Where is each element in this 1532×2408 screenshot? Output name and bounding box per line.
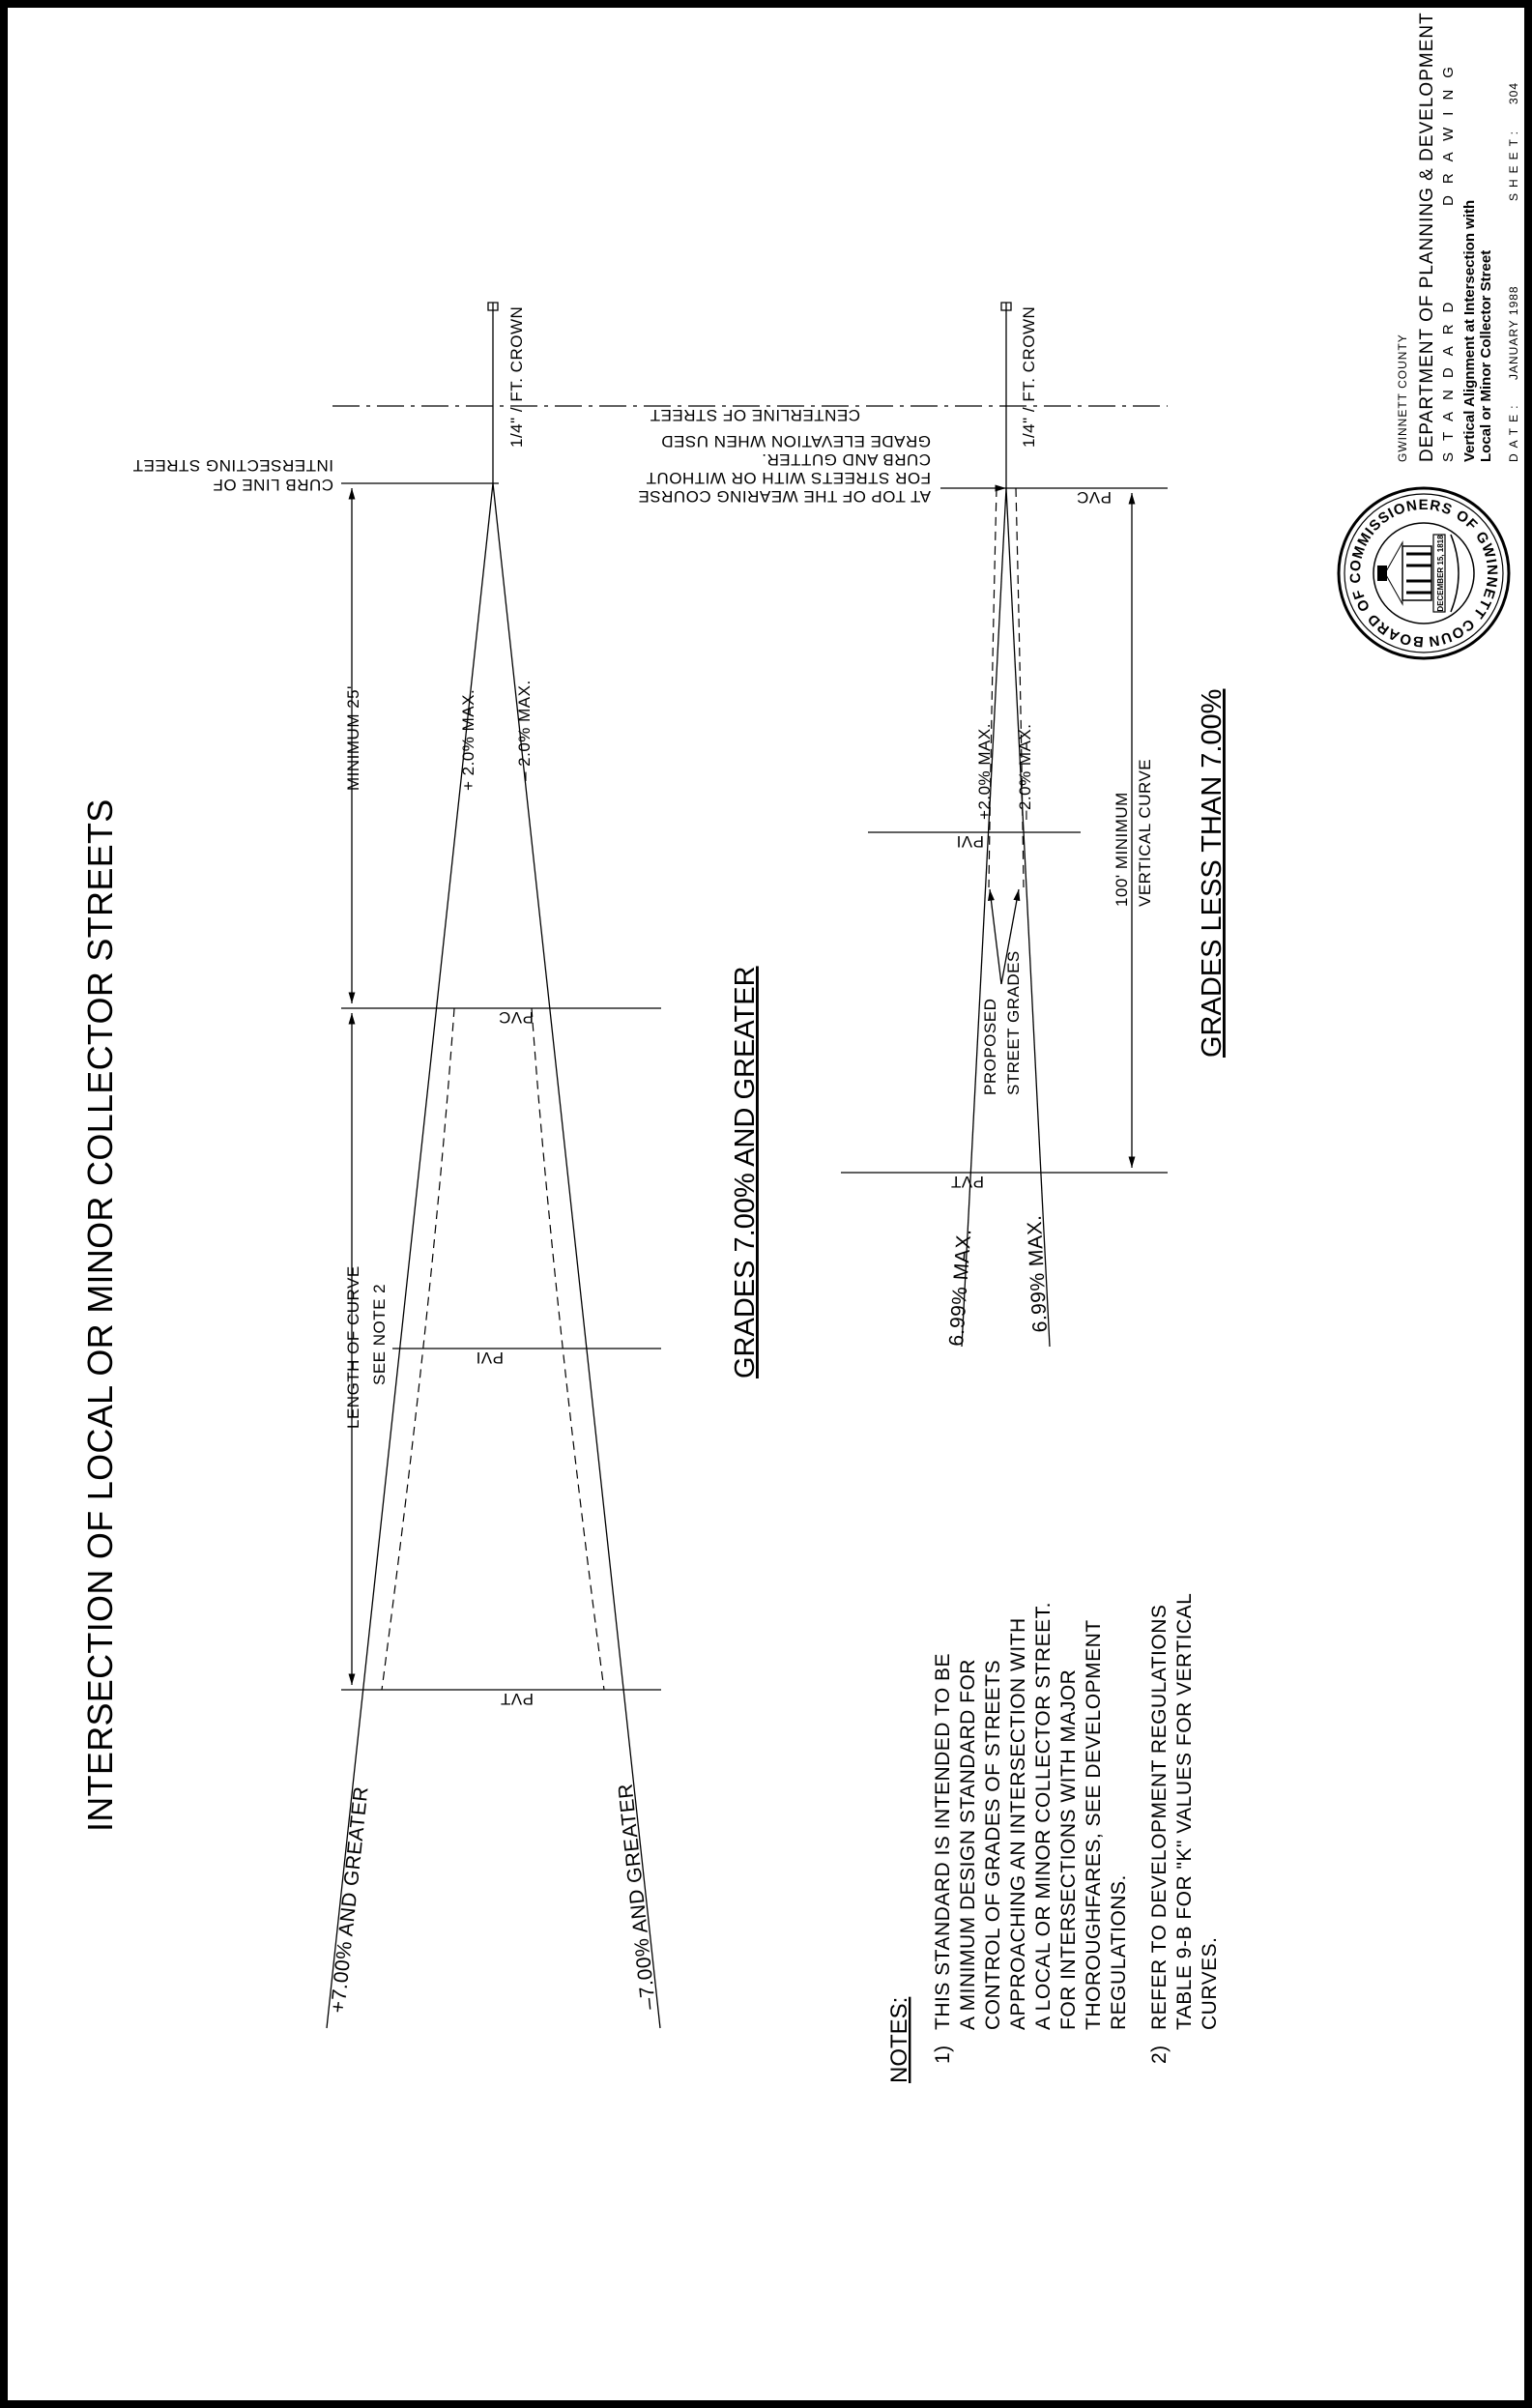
note-1-line-1: THIS STANDARD IS INTENDED TO BE <box>932 1652 954 2030</box>
left-pvc-label: PVC <box>498 1008 534 1027</box>
right-curve-dashed-b <box>1016 488 1024 887</box>
proposed-label-1: PROPOSED <box>981 998 999 1095</box>
wearing-course-label-4: GRADE ELEVATION WHEN USED <box>660 432 931 450</box>
note-2-line-2: TABLE 9-B FOR "K" VALUES FOR VERTICAL <box>1173 1592 1196 2030</box>
centerline-label: CENTERLINE OF STREET <box>650 406 860 424</box>
sheet-number: 304 <box>1507 81 1520 104</box>
drawing-title-2: Local or Minor Collector Street <box>1478 249 1494 462</box>
right-crown-label: 1/4" / FT. CROWN <box>1020 305 1038 448</box>
note-2-line-3: CURVES. <box>1199 1936 1221 2030</box>
note-1-line-8: REGULATIONS. <box>1108 1874 1130 2030</box>
note-1-line-3: CONTROL OF GRADES OF STREETS <box>982 1659 1004 2030</box>
notes-heading: NOTES: <box>886 1996 912 2083</box>
sheet-label: SHEET: <box>1507 125 1520 201</box>
wearing-course-label-2: FOR STREETS WITH OR WITHOUT <box>646 469 931 487</box>
length-of-curve-label: LENGTH OF CURVE <box>344 1265 362 1429</box>
county-seal <box>1339 488 1509 658</box>
standard-label: STANDARD <box>1440 290 1457 462</box>
plus-seven-label: +7.00% AND GREATER <box>327 1784 373 2015</box>
max-label-b: 6.99% MAX. <box>1023 1214 1052 1333</box>
seal-year: DECEMBER 15, 1818 <box>1436 535 1445 612</box>
left-minus-grade-label: – 2.0% MAX. <box>515 680 534 781</box>
note-2-line-1: REFER TO DEVELOPMENT REGULATIONS <box>1148 1604 1171 2030</box>
curb-line-label-1: CURB LINE OF <box>212 476 333 494</box>
proposed-arrow-a <box>990 889 1001 984</box>
right-minus-grade-label: –2.0% MAX. <box>1016 723 1034 820</box>
date-value: JANUARY 1988 <box>1507 285 1520 380</box>
note-1-line-4: APPROACHING AN INTERSECTION WITH <box>1007 1617 1029 2030</box>
note-1-line-6: FOR INTERSECTIONS WITH MAJOR <box>1057 1668 1080 2030</box>
minus-seven-label: –7.00% AND GREATER <box>614 1782 660 2011</box>
department-label: DEPARTMENT OF PLANNING & DEVELOPMENT <box>1417 12 1437 462</box>
main-title: INTERSECTION OF LOCAL OR MINOR COLLECTOR STREETS <box>80 798 120 1832</box>
proposed-label-2: STREET GRADES <box>1004 950 1023 1095</box>
left-crown-label: 1/4" / FT. CROWN <box>507 305 526 448</box>
right-pvc-label: PVC <box>1076 488 1112 507</box>
notes-block <box>886 1593 1221 2083</box>
left-diagram-heading: GRADES 7.00% AND GREATER <box>730 966 761 1378</box>
minimum-25-label: MINIMUM 25' <box>344 685 362 791</box>
wearing-course-label-3: CURB AND GUTTER. <box>761 450 931 469</box>
date-label: DATE: <box>1507 399 1520 462</box>
right-diagram-heading: GRADES LESS THAN 7.00% <box>1197 688 1228 1058</box>
drawing-title-1: Vertical Alignment at Intersection with <box>1461 199 1478 462</box>
county-label: GWINNETT COUNTY <box>1396 334 1409 462</box>
left-pvt-label: PVT <box>500 1690 534 1708</box>
right-grade-line-a <box>962 488 1006 1347</box>
note-1-line-7: THOROUGHFARES, SEE DEVELOPMENT <box>1083 1619 1105 2030</box>
left-plus-grade-label: + 2.0% MAX. <box>459 688 477 791</box>
drawing-label: DRAWING <box>1440 55 1457 206</box>
drawing-canvas <box>8 8 1524 2400</box>
wearing-course-label-1: AT TOP OF THE WEARING COURSE <box>637 487 931 506</box>
seal-ring-text: BOARD OF COMMISSIONERS OF GWINNETT COUN <box>1346 496 1501 651</box>
left-diagram <box>327 303 661 2028</box>
curb-line-label-2: INTERSECTING STREET <box>132 456 333 475</box>
note-1-number: 1) <box>932 2045 954 2064</box>
right-pvt-label: PVT <box>950 1173 984 1191</box>
right-plus-grade-label: +2.0% MAX. <box>975 723 994 820</box>
title-block <box>1396 12 1520 462</box>
drawing-sheet <box>8 8 1524 2400</box>
note-1-line-2: A MINIMUM DESIGN STANDARD FOR <box>957 1659 979 2030</box>
max-label-a: 6.99% MAX. <box>945 1228 976 1348</box>
min-curve-label-2: VERTICAL CURVE <box>1136 758 1154 907</box>
right-pvi-label: PVI <box>956 832 984 851</box>
see-note-label: SEE NOTE 2 <box>370 1283 389 1385</box>
note-1-line-5: A LOCAL OR MINOR COLLECTOR STREET. <box>1032 1602 1055 2030</box>
left-pvi-label: PVI <box>476 1349 504 1367</box>
note-2-number: 2) <box>1148 2045 1171 2064</box>
min-curve-label-1: 100' MINIMUM <box>1113 792 1131 907</box>
